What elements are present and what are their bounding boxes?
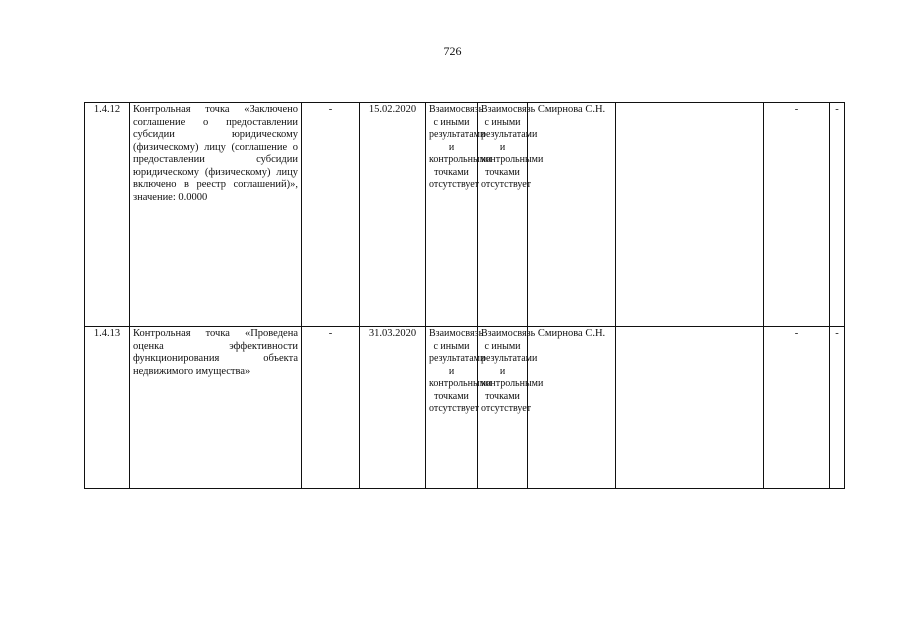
table-row (85, 327, 845, 489)
deadline-date: 31.03.2020 (360, 327, 426, 489)
relation-cell: Взаимосвязь с иными результатами и контрольными точками отсутствует (426, 103, 478, 327)
responsible-person: Смирнова С.Н. (528, 103, 616, 327)
dash-cell: - (830, 327, 845, 489)
dash-cell: - (764, 327, 830, 489)
control-points-table (84, 102, 845, 489)
base-value-cell: - (302, 103, 360, 327)
relation-cell: Взаимосвязь с иными результатами и контрольными точками отсутствует (478, 327, 528, 489)
row-number: 1.4.12 (85, 103, 130, 327)
dash-cell: - (830, 103, 845, 327)
dash-cell: - (764, 103, 830, 327)
control-point-description: Контрольная точка «Проведена оценка эффективности функционирования объекта недвижимого имущества» (130, 327, 302, 489)
control-point-description: Контрольная точка «Заключено соглашение о предоставлении субсидии юридическому (физическому) лицу (соглашение о предоставлении субсидии юридическому (физическому) лицу включено в реестр соглашений)», значение: 0.0000 (130, 103, 302, 327)
page-number: 726 (443, 44, 462, 58)
deadline-date: 15.02.2020 (360, 103, 426, 327)
row-number: 1.4.13 (85, 327, 130, 489)
responsible-person: Смирнова С.Н. (528, 327, 616, 489)
empty-cell (616, 103, 764, 327)
empty-cell (616, 327, 764, 489)
relation-cell: Взаимосвязь с иными результатами и контрольными точками отсутствует (426, 327, 478, 489)
table-row (85, 103, 845, 327)
relation-cell: Взаимосвязь с иными результатами и контрольными точками отсутствует (478, 103, 528, 327)
base-value-cell: - (302, 327, 360, 489)
